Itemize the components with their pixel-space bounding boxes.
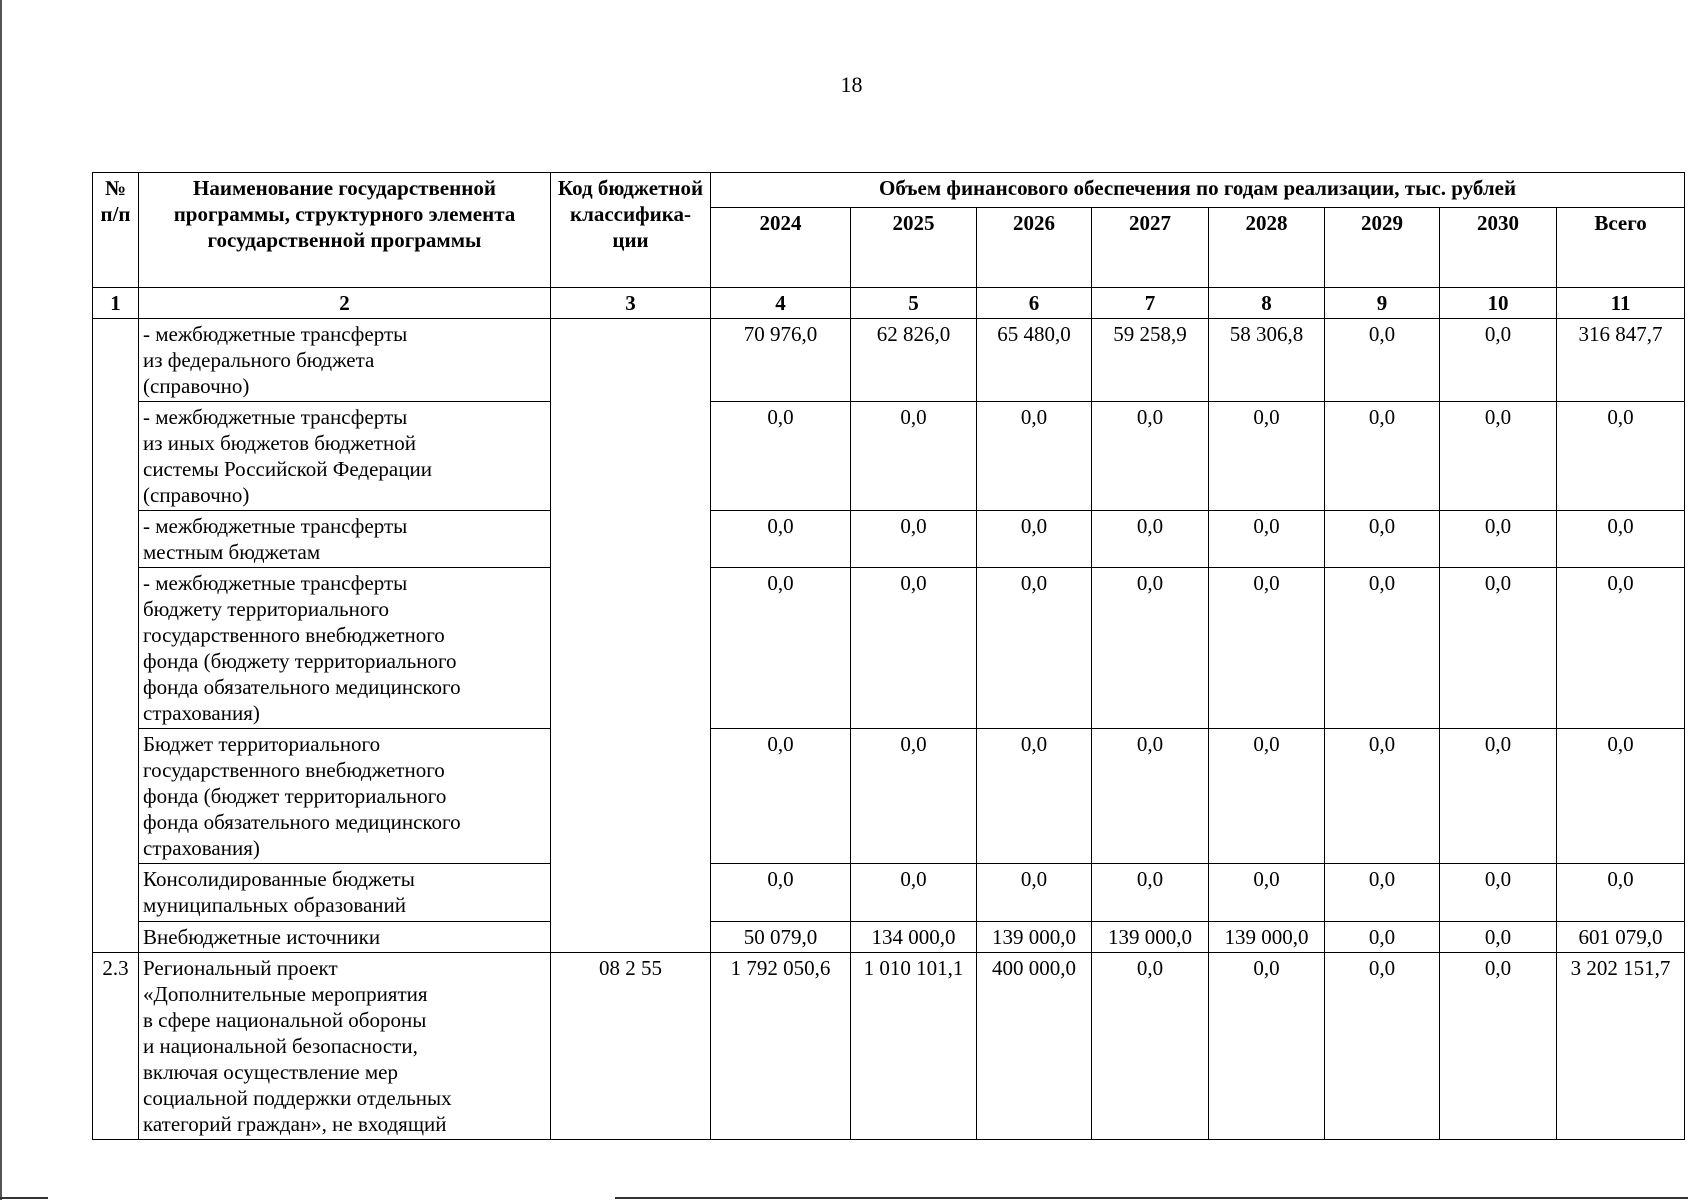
row-year-value: 50 079,0 bbox=[711, 922, 851, 953]
row-year-value: 65 480,0 bbox=[977, 319, 1092, 402]
header-name: Наименование государственной программы, структурного элемента государственной программы bbox=[139, 173, 551, 288]
row-year-value: 0,0 bbox=[977, 402, 1092, 511]
project-year-value: 1 792 050,6 bbox=[711, 953, 851, 1140]
table-row bbox=[93, 864, 1685, 922]
header-financing-group: Объем финансового обеспечения по годам реализации, тыс. рублей bbox=[711, 173, 1685, 208]
row-year-value: 0,0 bbox=[977, 511, 1092, 568]
header-year: 2029 bbox=[1325, 208, 1440, 288]
column-number: 9 bbox=[1325, 288, 1440, 319]
header-year: 2025 bbox=[851, 208, 977, 288]
row-name: Внебюджетные источники bbox=[139, 922, 551, 953]
row-year-value: 0,0 bbox=[1325, 729, 1440, 864]
row-year-value: 62 826,0 bbox=[851, 319, 977, 402]
row-year-value: 0,0 bbox=[1325, 511, 1440, 568]
row-year-value: 0,0 bbox=[1440, 864, 1557, 922]
header-total: Всего bbox=[1557, 208, 1685, 288]
row-total-value: 316 847,7 bbox=[1557, 319, 1685, 402]
row-year-value: 0,0 bbox=[1209, 402, 1325, 511]
column-number: 6 bbox=[977, 288, 1092, 319]
row-name: - межбюджетные трансферты из иных бюджетов бюджетной системы Российской Федерации (справочно) bbox=[139, 402, 551, 511]
row-year-value: 0,0 bbox=[851, 864, 977, 922]
project-year-value: 1 010 101,1 bbox=[851, 953, 977, 1140]
row-name: Консолидированные бюджеты муниципальных образований bbox=[139, 864, 551, 922]
row-year-value: 70 976,0 bbox=[711, 319, 851, 402]
table-row bbox=[93, 402, 1685, 511]
header-num: № п/п bbox=[93, 173, 139, 288]
scan-bottom-line bbox=[0, 1197, 48, 1199]
row-name: - межбюджетные трансферты бюджету территориального государственного внебюджетного фонда (бюджету территориального фонда обязательного медицинского страхования) bbox=[139, 568, 551, 729]
project-year-value: 0,0 bbox=[1092, 953, 1209, 1140]
column-number: 2 bbox=[139, 288, 551, 319]
row-year-value: 0,0 bbox=[1092, 729, 1209, 864]
row-name: Бюджет территориального государственного внебюджетного фонда (бюджет территориального фонда обязательного медицинского страхования) bbox=[139, 729, 551, 864]
row-year-value: 0,0 bbox=[711, 729, 851, 864]
column-number: 3 bbox=[551, 288, 711, 319]
row-year-value: 0,0 bbox=[1325, 864, 1440, 922]
row-year-value: 0,0 bbox=[1440, 568, 1557, 729]
row-index-merged bbox=[93, 319, 139, 953]
table-row bbox=[93, 511, 1685, 568]
row-year-value: 0,0 bbox=[1209, 568, 1325, 729]
row-year-value: 139 000,0 bbox=[1209, 922, 1325, 953]
header-year: 2024 bbox=[711, 208, 851, 288]
row-year-value: 0,0 bbox=[1209, 864, 1325, 922]
row-year-value: 0,0 bbox=[1325, 922, 1440, 953]
project-index: 2.3 bbox=[93, 953, 139, 1140]
row-year-value: 0,0 bbox=[1209, 729, 1325, 864]
header-year: 2028 bbox=[1209, 208, 1325, 288]
project-year-value: 0,0 bbox=[1440, 953, 1557, 1140]
row-total-value: 0,0 bbox=[1557, 511, 1685, 568]
row-year-value: 0,0 bbox=[1440, 922, 1557, 953]
row-code-merged bbox=[551, 319, 711, 953]
row-year-value: 0,0 bbox=[1209, 511, 1325, 568]
column-number: 10 bbox=[1440, 288, 1557, 319]
column-number: 11 bbox=[1557, 288, 1685, 319]
table-header-row bbox=[93, 173, 1685, 208]
header-code: Код бюджетной классифика-ции bbox=[551, 173, 711, 288]
row-total-value: 0,0 bbox=[1557, 402, 1685, 511]
project-name: Региональный проект «Дополнительные мероприятия в сфере национальной обороны и национальной безопасности, включая осуществление мер социальной поддержки отдельных категорий граждан», не входящий bbox=[139, 953, 551, 1140]
row-year-value: 0,0 bbox=[1325, 568, 1440, 729]
row-year-value: 59 258,9 bbox=[1092, 319, 1209, 402]
row-year-value: 0,0 bbox=[1440, 402, 1557, 511]
row-name: - межбюджетные трансферты местным бюджетам bbox=[139, 511, 551, 568]
row-total-value: 601 079,0 bbox=[1557, 922, 1685, 953]
header-year: 2027 bbox=[1092, 208, 1209, 288]
row-year-value: 0,0 bbox=[1440, 729, 1557, 864]
project-year-value: 0,0 bbox=[1325, 953, 1440, 1140]
table-row bbox=[93, 568, 1685, 729]
row-total-value: 0,0 bbox=[1557, 568, 1685, 729]
row-year-value: 139 000,0 bbox=[977, 922, 1092, 953]
column-number: 5 bbox=[851, 288, 977, 319]
row-name: - межбюджетные трансферты из федерального бюджета (справочно) bbox=[139, 319, 551, 402]
row-total-value: 0,0 bbox=[1557, 729, 1685, 864]
row-year-value: 0,0 bbox=[977, 568, 1092, 729]
row-year-value: 0,0 bbox=[711, 511, 851, 568]
table-row bbox=[93, 319, 1685, 402]
row-year-value: 0,0 bbox=[1440, 319, 1557, 402]
row-year-value: 0,0 bbox=[711, 402, 851, 511]
column-number-row bbox=[93, 288, 1685, 319]
project-code: 08 2 55 bbox=[551, 953, 711, 1140]
page-number: 18 bbox=[840, 72, 863, 97]
column-number: 7 bbox=[1092, 288, 1209, 319]
header-year: 2030 bbox=[1440, 208, 1557, 288]
column-number: 4 bbox=[711, 288, 851, 319]
project-row bbox=[93, 953, 1685, 1140]
scan-bottom-line bbox=[615, 1197, 1688, 1199]
row-year-value: 0,0 bbox=[1092, 568, 1209, 729]
row-year-value: 0,0 bbox=[851, 511, 977, 568]
row-year-value: 0,0 bbox=[711, 864, 851, 922]
header-year: 2026 bbox=[977, 208, 1092, 288]
row-year-value: 0,0 bbox=[851, 729, 977, 864]
row-total-value: 0,0 bbox=[1557, 864, 1685, 922]
row-year-value: 134 000,0 bbox=[851, 922, 977, 953]
row-year-value: 139 000,0 bbox=[1092, 922, 1209, 953]
row-year-value: 58 306,8 bbox=[1209, 319, 1325, 402]
row-year-value: 0,0 bbox=[977, 864, 1092, 922]
row-year-value: 0,0 bbox=[711, 568, 851, 729]
scan-left-border bbox=[0, 0, 2, 1200]
row-year-value: 0,0 bbox=[1092, 511, 1209, 568]
row-year-value: 0,0 bbox=[851, 402, 977, 511]
column-number: 1 bbox=[93, 288, 139, 319]
row-year-value: 0,0 bbox=[1092, 864, 1209, 922]
row-year-value: 0,0 bbox=[851, 568, 977, 729]
project-year-value: 0,0 bbox=[1209, 953, 1325, 1140]
row-year-value: 0,0 bbox=[1092, 402, 1209, 511]
row-year-value: 0,0 bbox=[1440, 511, 1557, 568]
column-number: 8 bbox=[1209, 288, 1325, 319]
row-year-value: 0,0 bbox=[1325, 319, 1440, 402]
table-row bbox=[93, 729, 1685, 864]
table-row bbox=[93, 922, 1685, 953]
financing-table bbox=[92, 172, 1685, 1140]
project-year-value: 400 000,0 bbox=[977, 953, 1092, 1140]
row-year-value: 0,0 bbox=[1325, 402, 1440, 511]
row-year-value: 0,0 bbox=[977, 729, 1092, 864]
project-total-value: 3 202 151,7 bbox=[1557, 953, 1685, 1140]
